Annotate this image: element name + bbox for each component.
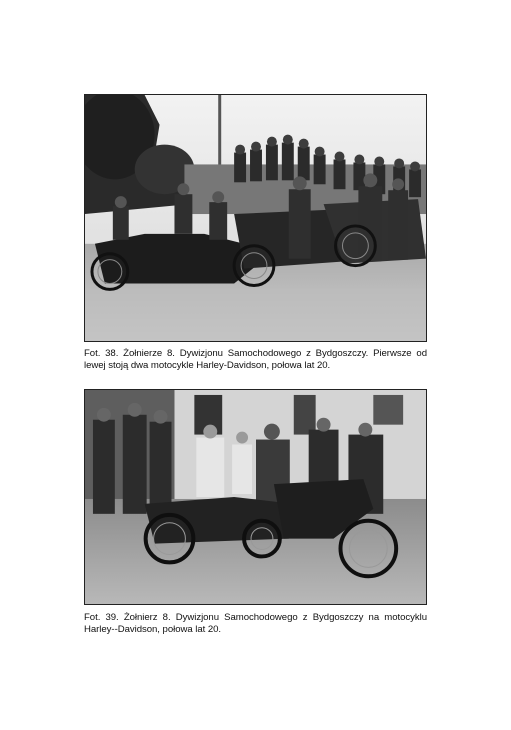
photo-fot-39	[84, 389, 427, 605]
figure-caption-fot-38: Fot. 38. Żołnierze 8. Dywizjonu Samochodowego z Bydgoszczy. Pierwsze od lewej stoją dwa motocykle Harley-Davidson, połowa lat 20.	[84, 348, 427, 372]
photo-fot-38	[84, 94, 427, 342]
photo-fot-39-image	[85, 390, 426, 604]
figure-caption-fot-39: Fot. 39. Żołnierz 8. Dywizjonu Samochodowego z Bydgoszczy na motocyklu Harley--Davidson, połowa lat 20.	[84, 612, 427, 636]
photo-fot-38-image	[85, 95, 426, 341]
